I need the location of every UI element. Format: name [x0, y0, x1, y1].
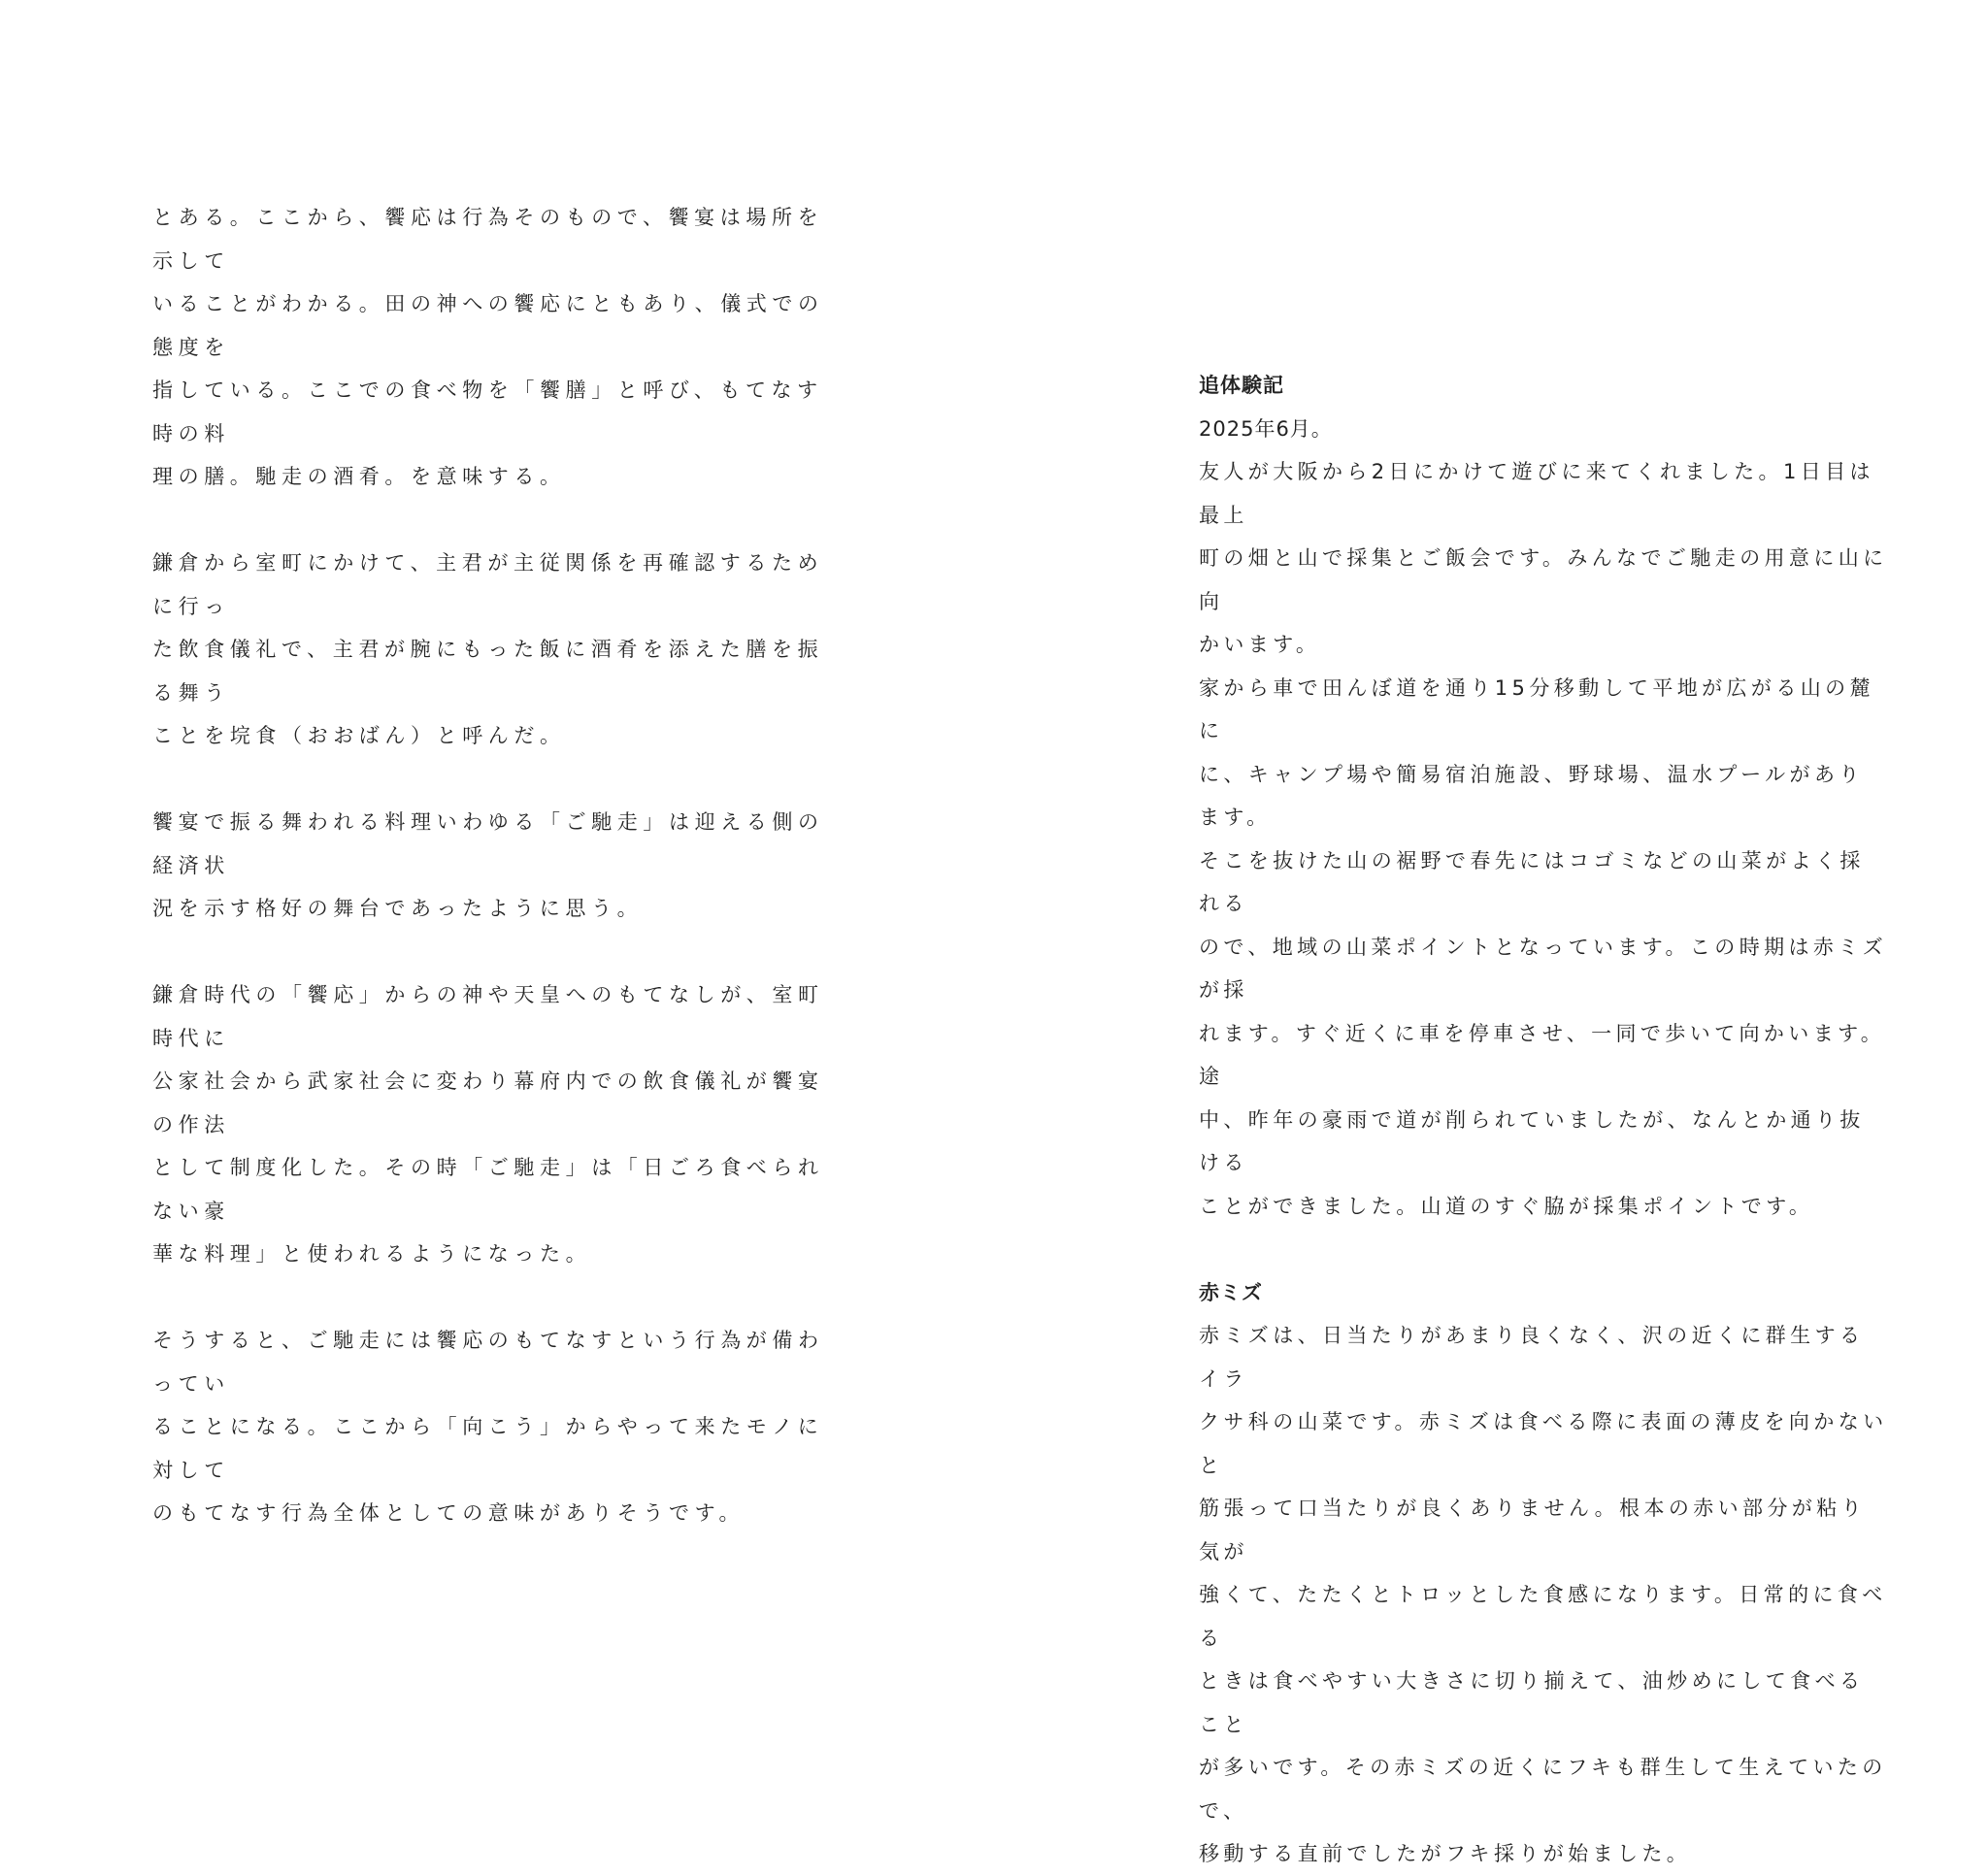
- paragraph-conclusion: そうすると、ご馳走には饗応のもてなすという行為が備わってい ることになる。ここから「向こう」からやって来たモノに対して のもてなす行為全体としての意味がありそうです。: [152, 1329, 824, 1525]
- left-page-text: [152, 196, 842, 1535]
- experience-body: 友人が大阪から2日にかけて遊びに来てくれました。1日目は最上 町の畑と山で採集とご飯会です。みんなでご馳走の用意に山に向 かいます。 家から車で田んぼ道を通り15分移動して平地が広がる山の麓に に、キャンプ場や簡易宿泊施設、野球場、温水プールがあります。 そこを抜けた山の裾野で春先にはコゴミなどの山菜がよく採れる ので、地域の山菜ポイントとなっています。この時期は赤ミズが採 れます。すぐ近くに車を停車させ、一同で歩いて向かいます。途 中、昨年の豪雨で道が削られていましたが、なんとか通り抜ける ことができました。山道のすぐ脇が採集ポイントです。: [1199, 460, 1888, 1218]
- akamizu-body: 赤ミズは、日当たりがあまり良くなく、沢の近くに群生するイラ クサ科の山菜です。赤ミズは食べる際に表面の薄皮を向かないと 筋張って口当たりが良くありません。根本の赤い部分が粘り気が 強くて、たたくとトロッとした食感になります。日常的に食べる ときは食べやすい大きさに切り揃えて、油炒めにして食べること が多いです。その赤ミズの近くにフキも群生して生えていたので、 移動する直前でしたがフキ採りが始ました。: [1199, 1324, 1888, 1865]
- right-page: [994, 0, 1988, 1865]
- experience-date: 2025年6月。: [1199, 416, 1333, 441]
- paragraph-kamakura-era: 鎌倉時代の「饗応」からの神や天皇へのもてなしが、室町時代に 公家社会から武家社会に変わり幕府内での飲食儀礼が饗宴の作法 として制度化した。その時「ご馳走」は「日ごろ食べられない豪 華な料理」と使われるようになった。: [152, 983, 824, 1266]
- paragraph-kyoo-definition: とある。ここから、饗応は行為そのもので、饗宴は場所を示して いることがわかる。田の神への饗応にともあり、儀式での態度を 指している。ここでの食べ物を「饗膳」と呼び、もてなす時の料 理の膳。馳走の酒肴。を意味する。: [152, 206, 824, 488]
- section-heading-akamizu: 赤ミズ: [1199, 1280, 1263, 1304]
- section-heading-experience: 追体験記: [1199, 374, 1284, 397]
- left-page: [0, 0, 994, 1525]
- right-page-text: [1199, 364, 1888, 1876]
- section-spacer: [1199, 1228, 1888, 1271]
- paragraph-gochiso: 饗宴で振る舞われる料理いわゆる「ご馳走」は迎える側の経済状 況を示す格好の舞台であったように思う。: [152, 810, 824, 920]
- paragraph-kamakura-muromachi: 鎌倉から室町にかけて、主君が主従関係を再確認するために行っ た飲食儀礼で、主君が腕にもった飯に酒肴を添えた膳を振る舞う ことを垸食（おおばん）と呼んだ。: [152, 551, 824, 747]
